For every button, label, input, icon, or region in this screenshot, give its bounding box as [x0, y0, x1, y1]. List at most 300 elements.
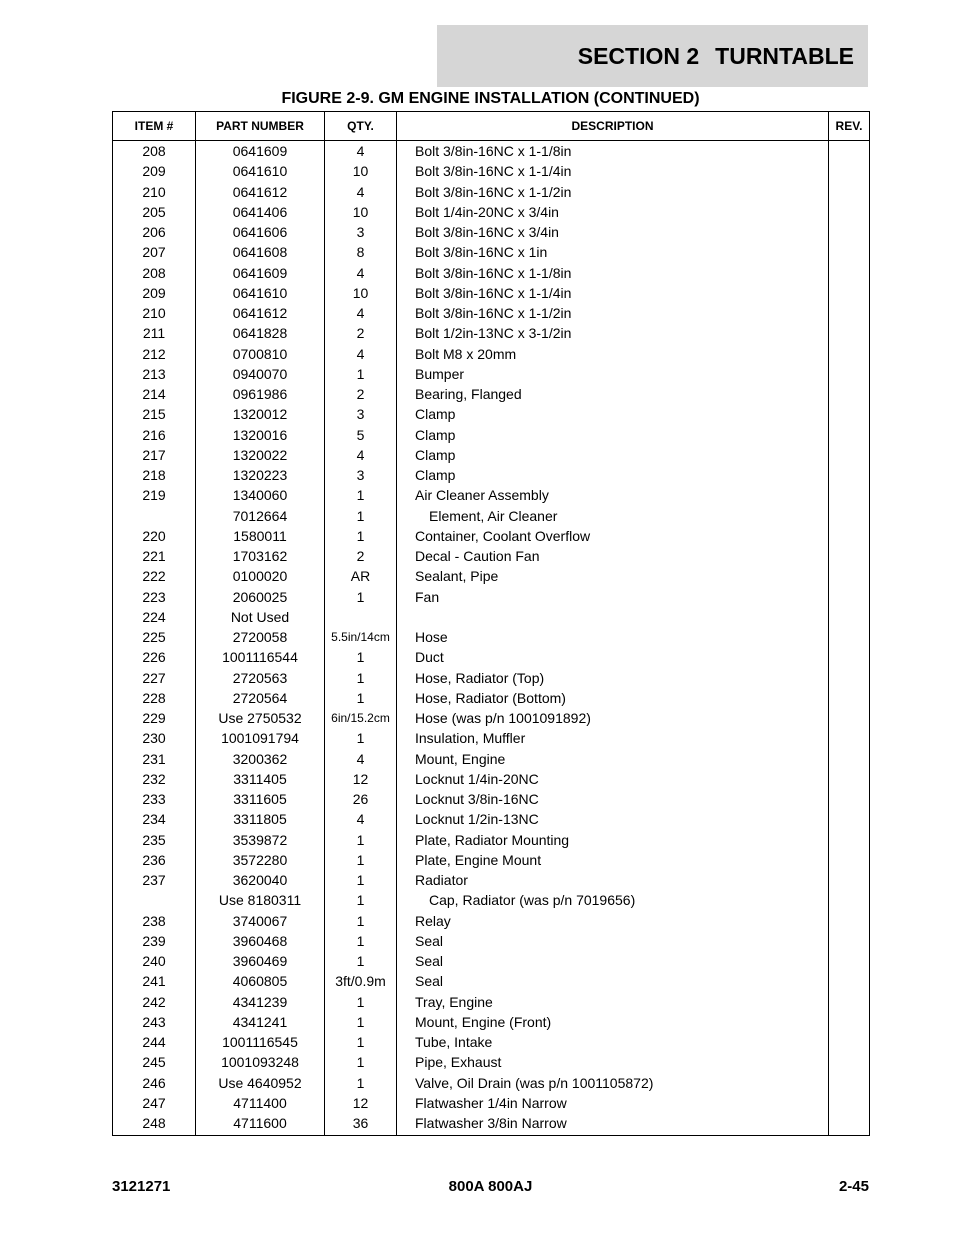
- table-row: [113, 465, 870, 485]
- rev-cell: [829, 344, 870, 364]
- description-cell: Relay: [397, 911, 829, 931]
- rev-cell: [829, 546, 870, 566]
- description-cell: Flatwasher 1/4in Narrow: [397, 1093, 829, 1113]
- qty-cell: 1: [325, 1012, 397, 1032]
- part-number-cell: 0641612: [196, 303, 325, 323]
- description-cell: Bolt M8 x 20mm: [397, 344, 829, 364]
- rev-cell: [829, 769, 870, 789]
- item-number-cell: 229: [113, 708, 196, 728]
- rev-cell: [829, 485, 870, 505]
- table-row: [113, 384, 870, 404]
- description-cell: Bolt 3/8in-16NC x 3/4in: [397, 222, 829, 242]
- description-cell: Bolt 3/8in-16NC x 1-1/8in: [397, 141, 829, 162]
- part-number-cell: 1001093248: [196, 1052, 325, 1072]
- item-number-cell: 208: [113, 141, 196, 162]
- table-row: [113, 222, 870, 242]
- description-cell: Hose (was p/n 1001091892): [397, 708, 829, 728]
- description-cell: Hose: [397, 627, 829, 647]
- table-row: [113, 911, 870, 931]
- rev-cell: [829, 283, 870, 303]
- rev-cell: [829, 809, 870, 829]
- rev-cell: [829, 830, 870, 850]
- table-header-row: [113, 112, 870, 141]
- description-cell: Valve, Oil Drain (was p/n 1001105872): [397, 1073, 829, 1093]
- item-number-cell: 211: [113, 323, 196, 343]
- item-number-cell: 239: [113, 931, 196, 951]
- rev-cell: [829, 506, 870, 526]
- header-item: ITEM #: [113, 112, 196, 141]
- rev-cell: [829, 951, 870, 971]
- part-number-cell: 0961986: [196, 384, 325, 404]
- table-row: [113, 789, 870, 809]
- description-cell: Hose, Radiator (Bottom): [397, 688, 829, 708]
- table-row: [113, 1052, 870, 1072]
- footer-page-number: 2-45: [838, 1178, 869, 1195]
- header-description: DESCRIPTION: [397, 112, 829, 141]
- part-number-cell: 0641828: [196, 323, 325, 343]
- rev-cell: [829, 1052, 870, 1072]
- rev-cell: [829, 627, 870, 647]
- qty-cell: 1: [325, 688, 397, 708]
- description-cell: Clamp: [397, 404, 829, 424]
- table-row: [113, 526, 870, 546]
- table-row: [113, 728, 870, 748]
- qty-cell: 3: [325, 222, 397, 242]
- parts-table-body: [113, 141, 870, 1136]
- table-row: [113, 182, 870, 202]
- rev-cell: [829, 566, 870, 586]
- table-row: [113, 425, 870, 445]
- qty-cell: 1: [325, 587, 397, 607]
- description-cell: Seal: [397, 951, 829, 971]
- section-number: SECTION 2: [577, 42, 700, 69]
- part-number-cell: 0940070: [196, 364, 325, 384]
- part-number-cell: 0641612: [196, 182, 325, 202]
- table-row: [113, 263, 870, 283]
- item-number-cell: 237: [113, 870, 196, 890]
- part-number-cell: 1340060: [196, 485, 325, 505]
- table-row: [113, 283, 870, 303]
- rev-cell: [829, 263, 870, 283]
- qty-cell: 8: [325, 242, 397, 262]
- table-row: [113, 971, 870, 991]
- table-row: [113, 404, 870, 424]
- qty-cell: 1: [325, 850, 397, 870]
- description-cell: Decal - Caution Fan: [397, 546, 829, 566]
- rev-cell: [829, 323, 870, 343]
- description-cell: Bumper: [397, 364, 829, 384]
- qty-cell: 36: [325, 1113, 397, 1136]
- table-row: [113, 242, 870, 262]
- item-number-cell: 213: [113, 364, 196, 384]
- qty-cell: 1: [325, 1052, 397, 1072]
- description-cell: Bolt 3/8in-16NC x 1-1/2in: [397, 182, 829, 202]
- item-number-cell: 235: [113, 830, 196, 850]
- rev-cell: [829, 1093, 870, 1113]
- part-number-cell: 1001091794: [196, 728, 325, 748]
- rev-cell: [829, 182, 870, 202]
- item-number-cell: 240: [113, 951, 196, 971]
- part-number-cell: 1580011: [196, 526, 325, 546]
- description-cell: Locknut 1/2in-13NC: [397, 809, 829, 829]
- qty-cell: 1: [325, 647, 397, 667]
- item-number-cell: 242: [113, 992, 196, 1012]
- table-row: [113, 566, 870, 586]
- rev-cell: [829, 587, 870, 607]
- item-number-cell: 227: [113, 668, 196, 688]
- table-row: [113, 445, 870, 465]
- rev-cell: [829, 161, 870, 181]
- item-number-cell: 217: [113, 445, 196, 465]
- qty-cell: 1: [325, 951, 397, 971]
- part-number-cell: 3960468: [196, 931, 325, 951]
- rev-cell: [829, 971, 870, 991]
- table-row: [113, 202, 870, 222]
- description-cell: Seal: [397, 971, 829, 991]
- description-cell: Locknut 3/8in-16NC: [397, 789, 829, 809]
- description-cell: Hose, Radiator (Top): [397, 668, 829, 688]
- item-number-cell: 220: [113, 526, 196, 546]
- part-number-cell: 3311405: [196, 769, 325, 789]
- table-row: [113, 627, 870, 647]
- rev-cell: [829, 1012, 870, 1032]
- part-number-cell: 3740067: [196, 911, 325, 931]
- figure-title: FIGURE 2-9. GM ENGINE INSTALLATION (CONTINUED): [281, 90, 700, 107]
- item-number-cell: [113, 890, 196, 910]
- description-cell: Plate, Radiator Mounting: [397, 830, 829, 850]
- item-number-cell: 246: [113, 1073, 196, 1093]
- rev-cell: [829, 303, 870, 323]
- part-number-cell: 0641610: [196, 283, 325, 303]
- description-cell: Container, Coolant Overflow: [397, 526, 829, 546]
- qty-cell: 1: [325, 911, 397, 931]
- part-number-cell: 0641608: [196, 242, 325, 262]
- rev-cell: [829, 992, 870, 1012]
- item-number-cell: 207: [113, 242, 196, 262]
- item-number-cell: 233: [113, 789, 196, 809]
- rev-cell: [829, 364, 870, 384]
- part-number-cell: Not Used: [196, 607, 325, 627]
- rev-cell: [829, 708, 870, 728]
- table-row: [113, 809, 870, 829]
- description-cell: [397, 607, 829, 627]
- qty-cell: 6in/15.2cm: [325, 708, 397, 728]
- qty-cell: AR: [325, 566, 397, 586]
- table-row: [113, 364, 870, 384]
- rev-cell: [829, 688, 870, 708]
- item-number-cell: 222: [113, 566, 196, 586]
- qty-cell: 12: [325, 1093, 397, 1113]
- part-number-cell: 4341241: [196, 1012, 325, 1032]
- qty-cell: 4: [325, 141, 397, 162]
- qty-cell: 1: [325, 992, 397, 1012]
- rev-cell: [829, 1073, 870, 1093]
- footer-model: 800A 800AJ: [448, 1178, 533, 1195]
- part-number-cell: 2720563: [196, 668, 325, 688]
- header-part-number: PART NUMBER: [196, 112, 325, 141]
- parts-table: [112, 111, 870, 1136]
- item-number-cell: 248: [113, 1113, 196, 1136]
- section-name: TURNTABLE: [715, 42, 854, 69]
- description-cell: Bolt 1/4in-20NC x 3/4in: [397, 202, 829, 222]
- item-number-cell: 224: [113, 607, 196, 627]
- part-number-cell: 3960469: [196, 951, 325, 971]
- part-number-cell: 7012664: [196, 506, 325, 526]
- part-number-cell: 1320022: [196, 445, 325, 465]
- table-row: [113, 951, 870, 971]
- part-number-cell: 1001116544: [196, 647, 325, 667]
- part-number-cell: 4711600: [196, 1113, 325, 1136]
- table-row: [113, 931, 870, 951]
- table-row: [113, 485, 870, 505]
- table-row: [113, 1073, 870, 1093]
- description-cell: Tube, Intake: [397, 1032, 829, 1052]
- description-cell: Duct: [397, 647, 829, 667]
- qty-cell: 1: [325, 526, 397, 546]
- rev-cell: [829, 141, 870, 162]
- description-cell: Bolt 3/8in-16NC x 1in: [397, 242, 829, 262]
- part-number-cell: 1703162: [196, 546, 325, 566]
- qty-cell: 1: [325, 1073, 397, 1093]
- qty-cell: 1: [325, 506, 397, 526]
- qty-cell: 2: [325, 323, 397, 343]
- part-number-cell: 1320223: [196, 465, 325, 485]
- rev-cell: [829, 425, 870, 445]
- table-row: [113, 1032, 870, 1052]
- description-cell: Bolt 1/2in-13NC x 3-1/2in: [397, 323, 829, 343]
- rev-cell: [829, 384, 870, 404]
- rev-cell: [829, 526, 870, 546]
- item-number-cell: 231: [113, 749, 196, 769]
- description-cell: Cap, Radiator (was p/n 7019656): [397, 890, 829, 910]
- table-row: [113, 161, 870, 181]
- item-number-cell: 225: [113, 627, 196, 647]
- description-cell: Bearing, Flanged: [397, 384, 829, 404]
- qty-cell: 3: [325, 404, 397, 424]
- qty-cell: 4: [325, 182, 397, 202]
- table-row: [113, 850, 870, 870]
- table-row: [113, 749, 870, 769]
- part-number-cell: 1320016: [196, 425, 325, 445]
- description-cell: Air Cleaner Assembly: [397, 485, 829, 505]
- part-number-cell: 3620040: [196, 870, 325, 890]
- item-number-cell: 234: [113, 809, 196, 829]
- rev-cell: [829, 1032, 870, 1052]
- description-cell: Pipe, Exhaust: [397, 1052, 829, 1072]
- part-number-cell: 1001116545: [196, 1032, 325, 1052]
- part-number-cell: 0641406: [196, 202, 325, 222]
- table-row: [113, 708, 870, 728]
- part-number-cell: 0641609: [196, 141, 325, 162]
- qty-cell: 1: [325, 870, 397, 890]
- table-row: [113, 769, 870, 789]
- table-row: [113, 1113, 870, 1136]
- qty-cell: 26: [325, 789, 397, 809]
- qty-cell: 1: [325, 1032, 397, 1052]
- qty-cell: 1: [325, 728, 397, 748]
- qty-cell: 12: [325, 769, 397, 789]
- item-number-cell: 232: [113, 769, 196, 789]
- description-cell: Seal: [397, 931, 829, 951]
- table-row: [113, 870, 870, 890]
- table-row: [113, 607, 870, 627]
- description-cell: Radiator: [397, 870, 829, 890]
- part-number-cell: Use 2750532: [196, 708, 325, 728]
- qty-cell: 1: [325, 485, 397, 505]
- description-cell: Plate, Engine Mount: [397, 850, 829, 870]
- part-number-cell: 4711400: [196, 1093, 325, 1113]
- description-cell: Bolt 3/8in-16NC x 1-1/8in: [397, 263, 829, 283]
- description-cell: Bolt 3/8in-16NC x 1-1/4in: [397, 161, 829, 181]
- item-number-cell: 243: [113, 1012, 196, 1032]
- item-number-cell: 245: [113, 1052, 196, 1072]
- part-number-cell: 4341239: [196, 992, 325, 1012]
- table-row: [113, 992, 870, 1012]
- description-cell: Flatwasher 3/8in Narrow: [397, 1113, 829, 1136]
- table-row: [113, 1012, 870, 1032]
- qty-cell: 2: [325, 384, 397, 404]
- rev-cell: [829, 222, 870, 242]
- qty-cell: 4: [325, 445, 397, 465]
- qty-cell: 4: [325, 344, 397, 364]
- item-number-cell: 244: [113, 1032, 196, 1052]
- part-number-cell: 3539872: [196, 830, 325, 850]
- item-number-cell: 208: [113, 263, 196, 283]
- qty-cell: 1: [325, 931, 397, 951]
- description-cell: Tray, Engine: [397, 992, 829, 1012]
- item-number-cell: [113, 506, 196, 526]
- description-cell: Clamp: [397, 465, 829, 485]
- qty-cell: 1: [325, 668, 397, 688]
- rev-cell: [829, 242, 870, 262]
- qty-cell: 2: [325, 546, 397, 566]
- qty-cell: 5.5in/14cm: [325, 627, 397, 647]
- rev-cell: [829, 728, 870, 748]
- item-number-cell: 241: [113, 971, 196, 991]
- section-header: [437, 25, 868, 87]
- rev-cell: [829, 870, 870, 890]
- qty-cell: 1: [325, 890, 397, 910]
- part-number-cell: 0641610: [196, 161, 325, 181]
- part-number-cell: 3200362: [196, 749, 325, 769]
- description-cell: Fan: [397, 587, 829, 607]
- part-number-cell: 2720058: [196, 627, 325, 647]
- table-row: [113, 647, 870, 667]
- part-number-cell: Use 4640952: [196, 1073, 325, 1093]
- qty-cell: 10: [325, 283, 397, 303]
- qty-cell: [325, 607, 397, 627]
- qty-cell: 5: [325, 425, 397, 445]
- qty-cell: 4: [325, 749, 397, 769]
- table-row: [113, 141, 870, 162]
- part-number-cell: 2720564: [196, 688, 325, 708]
- description-cell: Element, Air Cleaner: [397, 506, 829, 526]
- item-number-cell: 205: [113, 202, 196, 222]
- rev-cell: [829, 1113, 870, 1136]
- part-number-cell: 0100020: [196, 566, 325, 586]
- table-row: [113, 587, 870, 607]
- table-row: [113, 323, 870, 343]
- item-number-cell: 247: [113, 1093, 196, 1113]
- rev-cell: [829, 789, 870, 809]
- item-number-cell: 209: [113, 283, 196, 303]
- description-cell: Clamp: [397, 445, 829, 465]
- table-row: [113, 506, 870, 526]
- item-number-cell: 221: [113, 546, 196, 566]
- part-number-cell: 2060025: [196, 587, 325, 607]
- item-number-cell: 230: [113, 728, 196, 748]
- part-number-cell: 0641606: [196, 222, 325, 242]
- description-cell: Insulation, Muffler: [397, 728, 829, 748]
- item-number-cell: 236: [113, 850, 196, 870]
- part-number-cell: 0700810: [196, 344, 325, 364]
- header-qty: QTY.: [325, 112, 397, 141]
- item-number-cell: 209: [113, 161, 196, 181]
- qty-cell: 3: [325, 465, 397, 485]
- rev-cell: [829, 202, 870, 222]
- rev-cell: [829, 890, 870, 910]
- table-row: [113, 303, 870, 323]
- rev-cell: [829, 911, 870, 931]
- qty-cell: 4: [325, 263, 397, 283]
- part-number-cell: 3311605: [196, 789, 325, 809]
- description-cell: Clamp: [397, 425, 829, 445]
- qty-cell: 10: [325, 202, 397, 222]
- rev-cell: [829, 445, 870, 465]
- item-number-cell: 219: [113, 485, 196, 505]
- part-number-cell: 3572280: [196, 850, 325, 870]
- rev-cell: [829, 850, 870, 870]
- item-number-cell: 226: [113, 647, 196, 667]
- part-number-cell: 4060805: [196, 971, 325, 991]
- description-cell: Locknut 1/4in-20NC: [397, 769, 829, 789]
- rev-cell: [829, 647, 870, 667]
- item-number-cell: 218: [113, 465, 196, 485]
- table-row: [113, 688, 870, 708]
- item-number-cell: 214: [113, 384, 196, 404]
- description-cell: Mount, Engine: [397, 749, 829, 769]
- qty-cell: 3ft/0.9m: [325, 971, 397, 991]
- footer-doc-number: 3121271: [112, 1178, 171, 1195]
- description-cell: Mount, Engine (Front): [397, 1012, 829, 1032]
- qty-cell: 4: [325, 809, 397, 829]
- part-number-cell: 3311805: [196, 809, 325, 829]
- rev-cell: [829, 465, 870, 485]
- item-number-cell: 206: [113, 222, 196, 242]
- rev-cell: [829, 404, 870, 424]
- part-number-cell: 0641609: [196, 263, 325, 283]
- rev-cell: [829, 668, 870, 688]
- item-number-cell: 238: [113, 911, 196, 931]
- item-number-cell: 228: [113, 688, 196, 708]
- item-number-cell: 223: [113, 587, 196, 607]
- qty-cell: 4: [325, 303, 397, 323]
- description-cell: Bolt 3/8in-16NC x 1-1/2in: [397, 303, 829, 323]
- rev-cell: [829, 931, 870, 951]
- rev-cell: [829, 749, 870, 769]
- table-row: [113, 344, 870, 364]
- item-number-cell: 210: [113, 182, 196, 202]
- part-number-cell: 1320012: [196, 404, 325, 424]
- item-number-cell: 210: [113, 303, 196, 323]
- item-number-cell: 212: [113, 344, 196, 364]
- qty-cell: 1: [325, 364, 397, 384]
- header-rev: REV.: [829, 112, 870, 141]
- part-number-cell: Use 8180311: [196, 890, 325, 910]
- item-number-cell: 216: [113, 425, 196, 445]
- item-number-cell: 215: [113, 404, 196, 424]
- table-row: [113, 546, 870, 566]
